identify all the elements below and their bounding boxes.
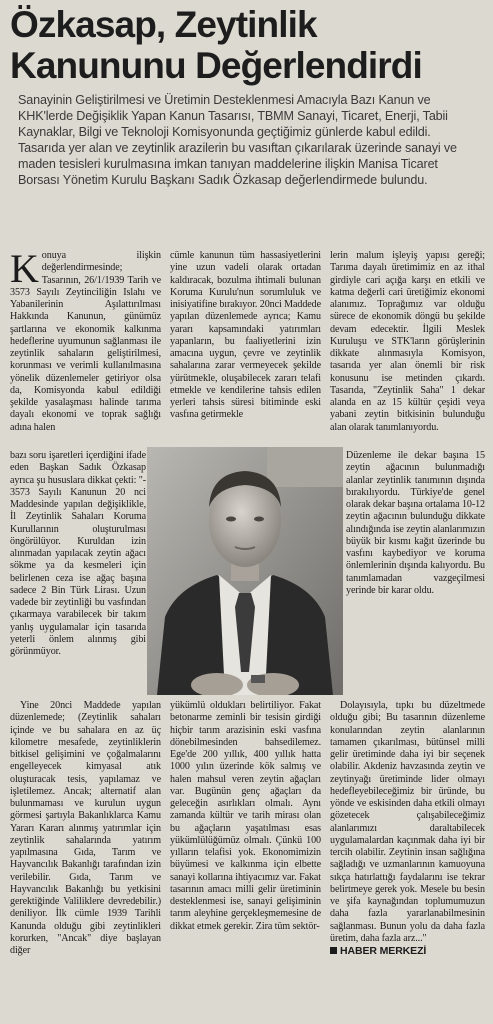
body-text: onuya ilişkin değerlendirmesinde; Tasarının, 26/1/1939 Tarih ve 3573 Sayılı Zeytinciliğin Islahı ve Yabanilerinin Aşılattırılması Hakkında Kanunun, günümüz şartlarına ve ekonomik kalkınma hedeflerine uyumunun sağlanması ile zeytinlik sahaların geliştirilmesi, korunması ve verimli kullanılmasına yönelik düzenlemeler getiriyor olsa da, Komisyonda kabul edildiği şekilde yasalaşması halinde tarıma dayalı ekonomi ve toprak sağlığı adına halen [10, 250, 161, 433]
column-1-bottom [10, 700, 161, 1020]
headline-line-2: Kanununu Değerlendirdi [10, 45, 422, 86]
body-text: Düzenleme ile dekar başına 15 zeytin ağacının bulunmadığı alanlar zeytinlik tanımının dışında bırakılıyordu. Türkiye'de genel olarak dekar başına ortalama 10-12 zeytin ağacının bulunduğu dikkate alındığında ise zeytin alanlarımızın büyük bir kısmı kağıt üzerinde bu vasfını kaybediyor ve koruma önlemlerinin dışında kalıyordu. Bu tanımlamadan vazgeçilmesi yerinde bir karar oldu. [346, 450, 485, 596]
body-text: yükümlü oldukları belirtiliyor. Fakat betonarme zeminli bir tesisin girdiği hiçbir tarım arazisinin eski vasfına dönebilmesinden bahsedilemez. Ege'de 200 yıllık, 400 yıllık hatta 1000 yılın üzerinde kök salmış ve halen mahsul veren zeytin ağaçları var. Bugünün genç ağaçları da geleceğin asırlıkları olmalı. Aynı zamanda kültür ve tarih mirası olan bu ağaçların yaşatılması esas yükümlülüğümüz olmalı. Çünkü 100 yılların telafisi yok. Ekonomimizin büyümesi ve kalkınma için elbette sanayi kollarına ihtiyacımız var. Fakat tasarının amacı milli gelir üretiminin desteklenmesi ise, sanayi gelişiminin tarım aleyhine gerçekleşmemesine de dikkat etmek gerekir. Zira tüm sektör- [170, 700, 321, 932]
byline-text: HABER MERKEZİ [340, 945, 427, 957]
column-3-top [330, 250, 485, 450]
headline [10, 4, 486, 86]
body-text: Yine 20nci Maddede yapılan düzenlemede; (Zeytinlik sahaları içinde ve bu sahalara en az üç kilometre mesafede, zeytinliklerin bitkisel gelişimini ve çoğalmalarını engelleyecek kimyasal atık oluşturacak tesis, yapılamaz ve işletilemez. Ancak; alternatif alan bulunmaması ve kurulun uygun görmesi şartıyla Bakanlıklarca Kamu Yararı Kararı alınmış yatırımlar için zeytinlik sahalarında yatırım yapılmasına Gıda, Tarım ve Hayvancılık Bakanlığı tarafından izin verilebilir. Gıda, Tarım ve Hayvancılık Bakanlığı bu yetkisini gerektiğinde Valiliklere devredebilir.) deniliyor. İlk cümle 1939 Tarihli Kanunda olduğu gibi zeytinlikleri korurken, "Ancak" diye başlayan diğer [10, 700, 161, 956]
body-text: lerin malum işleyiş yapısı gereği; Tarıma dayalı üretimimiz en az ithal girdiyle cari açığa karşı en etkili ve katma değerli cari üretiğimiz ekonomi alanımız. Toprağımız var olduğu sürece de ekonomik döngü bu şekilde devam edecektir. İlgili Meslek Kuruluşu ve STK'ların görüşlerinin dikkate alınmasıyla Komisyon, tasarıda yer alan önemli bir risk konusunu ise metinden çıkardı. Tasarıda, "Zeytinlik Saha" 1 dekar alanda en az 15 kültür çeşidi veya yabani zeytin bitkisinin bulunduğu alan olarak tanımlanıyordu. [330, 250, 485, 433]
column-3-middle [346, 450, 485, 700]
body-text: Dolayısıyla, tıpkı bu düzeltmede olduğu gibi; Bu tasarının düzenleme konularından zeytin alanlarının tamamen çıkarılması, bütünsel milli gelir üretiminde daha iyi bir seçenek olabilir. Akdeniz havzasında zeytin ve zeytinyağı üretiminde lider olmayı hedefleyebileceğimiz bir üründe, bu yönde ve eskisinden daha etkili olmayı gözetecek çalışabileceğimiz alanlarımızı daraltabilecek uygulamalardan kaçınmak daha iyi bir tercih olabilir. Zeytinin insan sağlığına sağladığı ve uzmanlarının kamuoyuna sıkça hatırlattığı faydalarını ise tekrar belirtmeye gerek yok. Mesele bu besin ve şifa kaynağından toplumumuzun daha fazla yararlanabilmesinin sağlanması. Bunun yolu da daha fazla üretim, daha fazla arz..." [330, 700, 485, 944]
byline-square-icon [330, 947, 337, 954]
column-2-bottom [170, 700, 321, 1020]
headline-line-1: Özkasap, Zeytinlik [10, 4, 317, 45]
body-text: bazı soru işaretleri içerdiğini ifade eden Başkan Sadık Özkasap ayrıca şu hususlara dikkat çekti: "- 3573 Sayılı Kanunun 20 nci Maddesinde yapılan değişiklikle, İl Zeytinlik Sahaları Koruma Kurullarının oluşturulması öngörülüyor. Kuruldan izin alınmadan yapılacak zeytin ağacı sökme ya da kesmeleri için belirlenen ceza ise ağaç başına sadece 2 Bin Türk Lirası. Uzun vadede bir zeytinliği bu vasfından çıkarmaya varabilecek bir takım yanlış uygulamalar için tasarıda yeterli önlem alınmış gibi görünmüyor. [10, 450, 146, 657]
column-3-bottom [330, 700, 485, 1018]
byline [330, 945, 485, 957]
column-1-top [10, 246, 161, 450]
body-text: cümle kanunun tüm hassasiyetlerini yine uzun vadeli olarak ortadan kaldıracak, bozulma ihtimali bulunan Koruma Kurulu'nun sorumluluk ve inisiyatifine bırakıyor. 20nci Maddede yapılan düzenlemede ayrıca; Kamu yararı kapsamındaki yatırımları yapanların, bu faaliyetlerini izin amacına uygun, çevre ve zeytinlik sahalarına zarar vermeyecek şekilde yürütmekle, oluşabilecek zararı telafi etmekle ve kendilerine tahsis edilen yerleri tahsis süresi bitiminde eski vasfına getirmekle [170, 250, 321, 421]
column-2-top [170, 250, 321, 445]
lead-paragraph: Sanayinin Geliştirilmesi ve Üretimin Desteklenmesi Amacıyla Bazı Kanun ve KHK'lerde Değişiklik Yapan Kanun Tasarısı, TBMM Sanayi, Ticaret, Enerji, Tabii Kaynaklar, Bilgi ve Teknoloji Komisyonunda geçtiğimiz günlerde kabul edildi. Tasarıda yer alan ve zeytinlik arazilerin bu vasıftan çıkarılarak üzerinde sanayi ve maden tesisleri kurulmasına imkan tanıyan maddelerine ilişkin Manisa Ticaret Borsası Yönetim Kurulu Başkanı Sadık Özkasap değerlendirmede bulundu. [18, 93, 457, 187]
drop-cap: K [10, 246, 39, 291]
portrait-illustration [147, 447, 343, 695]
column-1-middle [10, 450, 146, 700]
portrait-photo [147, 447, 343, 695]
